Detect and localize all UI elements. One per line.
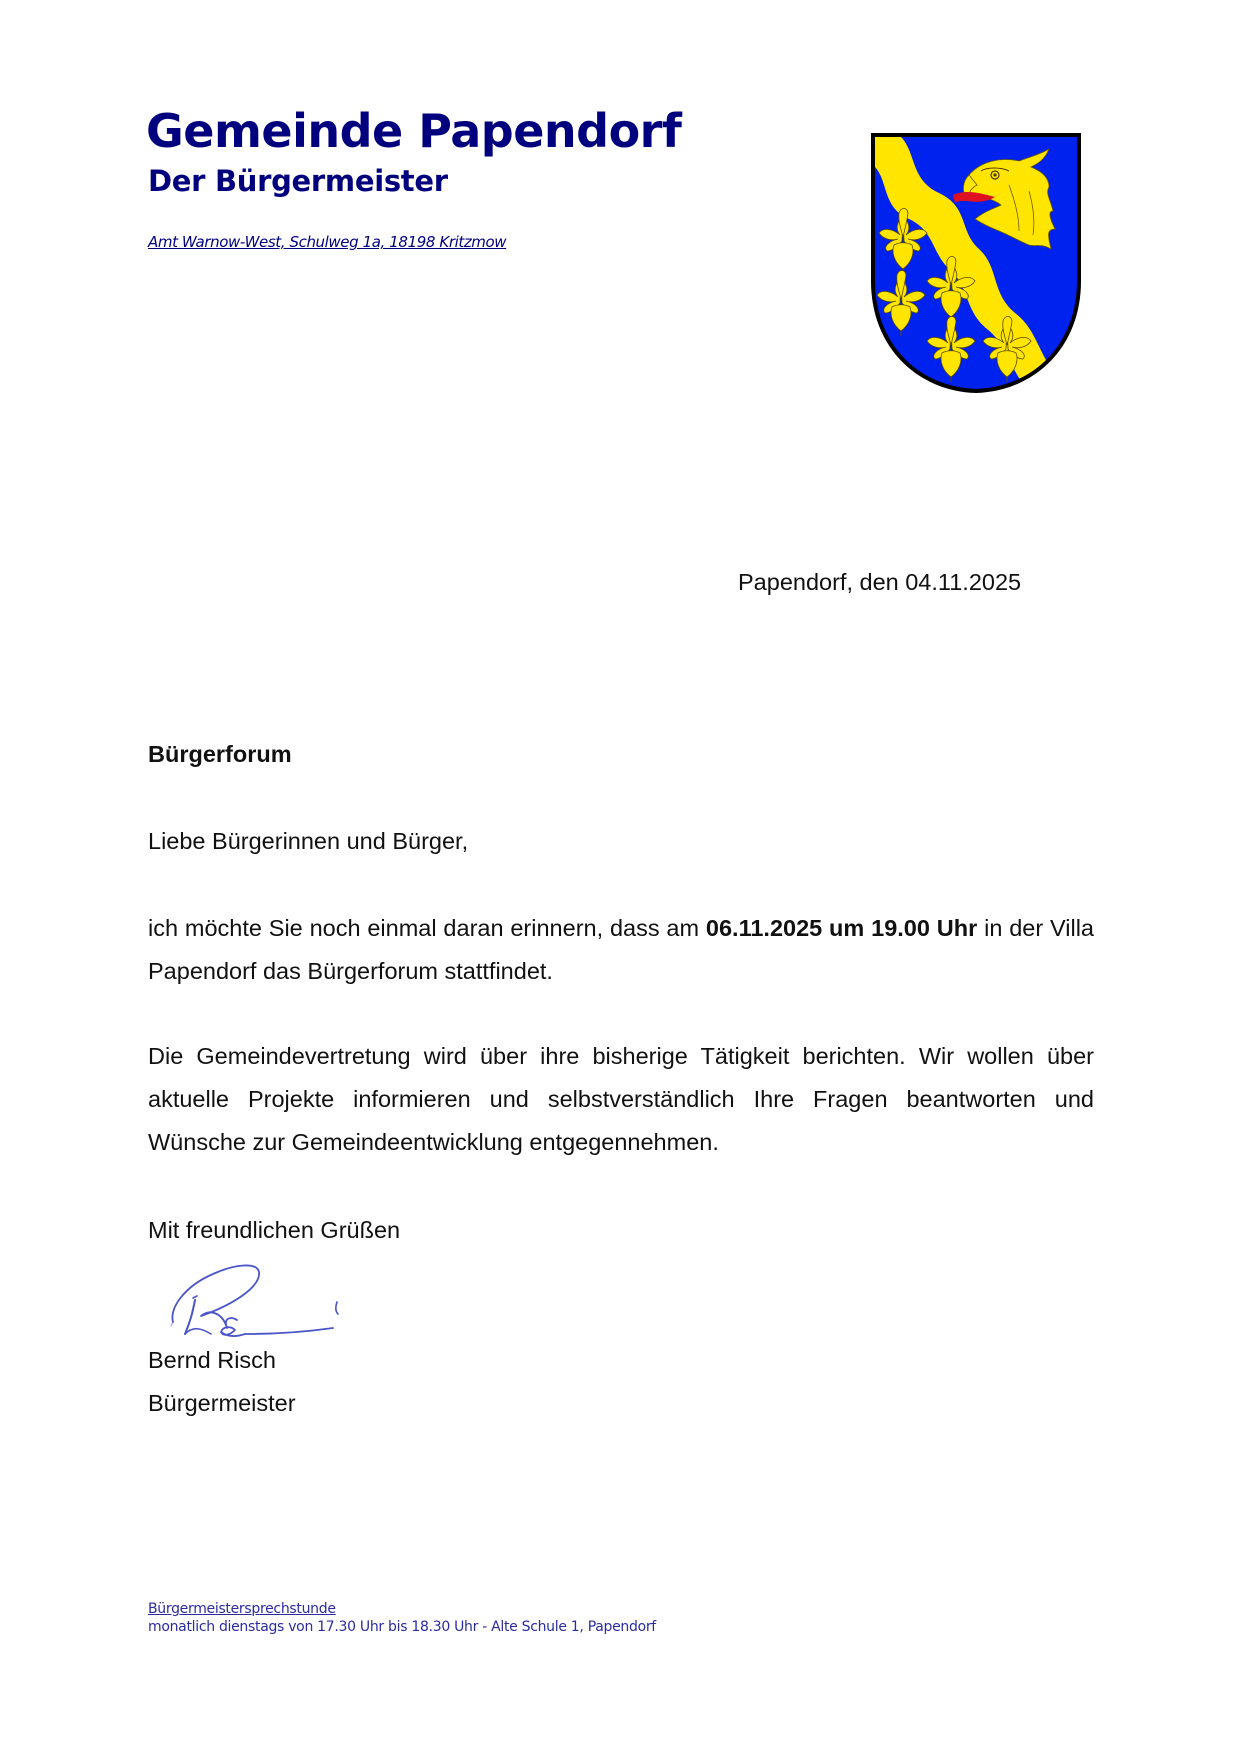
sender-address-link[interactable]: Amt Warnow-West, Schulweg 1a, 18198 Kritzmow (148, 233, 507, 251)
municipality-title: Gemeinde Papendorf (146, 104, 682, 158)
office-hours-link[interactable]: Bürgermeistersprechstunde (148, 1601, 336, 1617)
paragraph-text: Die Gemeindevertretung wird über ihre bisherige Tätigkeit berichten. Wir wollen über aktuelle Projekte informieren und selbstverständlich Ihre Fragen beantworten und Wünsche zur Gemeindeentwicklung entgegennehmen. (148, 1043, 1094, 1155)
handwritten-signature-icon (165, 1256, 350, 1344)
paragraph-text: ich möchte Sie noch einmal daran erinnern, dass am (148, 915, 706, 941)
office-hours-footer (148, 1600, 656, 1636)
salutation: Liebe Bürgerinnen und Bürger, (148, 828, 469, 854)
paragraph-agenda (148, 1035, 1094, 1164)
letter-subject: Bürgerforum (148, 741, 292, 767)
letter-date: Papendorf, den 04.11.2025 (738, 569, 1022, 595)
event-date-time: 06.11.2025 um 19.00 Uhr (705, 915, 978, 941)
paragraph-text: in der Villa Papendorf das Bürgerforum stattfindet. (148, 915, 1095, 984)
coat-of-arms-icon (869, 131, 1083, 395)
office-hours-details: monatlich dienstags von 17.30 Uhr bis 18.30 Uhr - Alte Schule 1, Papendorf (148, 1619, 656, 1635)
signer-name: Bernd Risch (148, 1347, 276, 1373)
signer-role: Bürgermeister (148, 1390, 296, 1416)
paragraph-event-reminder (148, 907, 1094, 993)
office-subtitle: Der Bürgermeister (148, 164, 448, 198)
closing-phrase: Mit freundlichen Grüßen (148, 1217, 401, 1243)
